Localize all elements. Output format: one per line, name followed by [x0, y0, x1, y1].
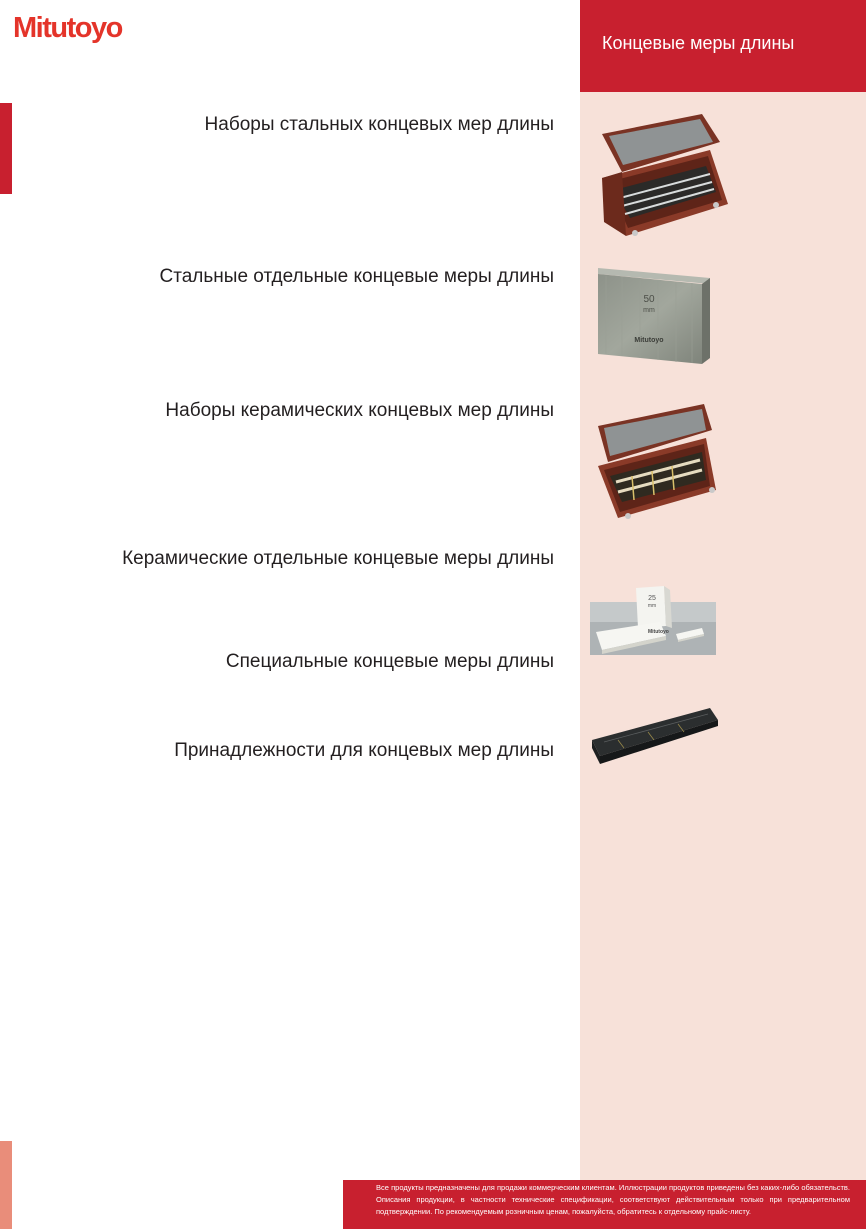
svg-text:25: 25 [648, 595, 656, 602]
svg-text:mm: mm [643, 307, 655, 314]
ceramic-single-gauge-blocks-image[interactable] [590, 582, 716, 655]
svg-text:Mitutoyo: Mitutoyo [634, 337, 664, 344]
block-label-50mm: 50 [643, 294, 655, 305]
svg-text:Mitutoyo: Mitutoyo [648, 629, 669, 635]
link-gauge-block-accessories[interactable]: Принадлежности для концевых мер длины [174, 740, 554, 761]
link-ceramic-single-gauge-blocks[interactable]: Керамические отдельные концевые меры длины [122, 548, 554, 569]
link-special-gauge-blocks[interactable]: Специальные концевые меры длины [225, 651, 554, 672]
link-ceramic-gauge-block-sets[interactable]: Наборы керамических концевых мер длины [165, 400, 554, 421]
disclaimer-text: Все продукты предназначены для продажи коммерческим клиентам. Иллюстрации продуктов приведены без каких-либо обязательств. Описания продукции, в частности технические спецификации, соответствуют действительным только при предварительном подтверждении. По рекомендуемым розничным ценам, пожалуйста, обратитесь к отдельному прайс-листу. [376, 1183, 850, 1216]
link-steel-single-gauge-blocks[interactable]: Стальные отдельные концевые меры длины [159, 266, 554, 287]
brand-logo: Mitutoyo [13, 12, 122, 44]
link-steel-gauge-block-sets[interactable]: Наборы стальных концевых мер длины [204, 114, 554, 135]
page-edge-marker [0, 1141, 12, 1229]
section-tab-marker [0, 103, 12, 194]
page-title: Концевые меры длины [602, 33, 795, 53]
steel-gauge-block-set-image[interactable] [592, 112, 732, 240]
svg-text:mm: mm [647, 603, 657, 609]
steel-single-gauge-block-image[interactable] [592, 266, 716, 368]
gauge-block-accessory-image[interactable] [590, 706, 720, 768]
ceramic-gauge-block-set-image[interactable] [592, 402, 720, 520]
